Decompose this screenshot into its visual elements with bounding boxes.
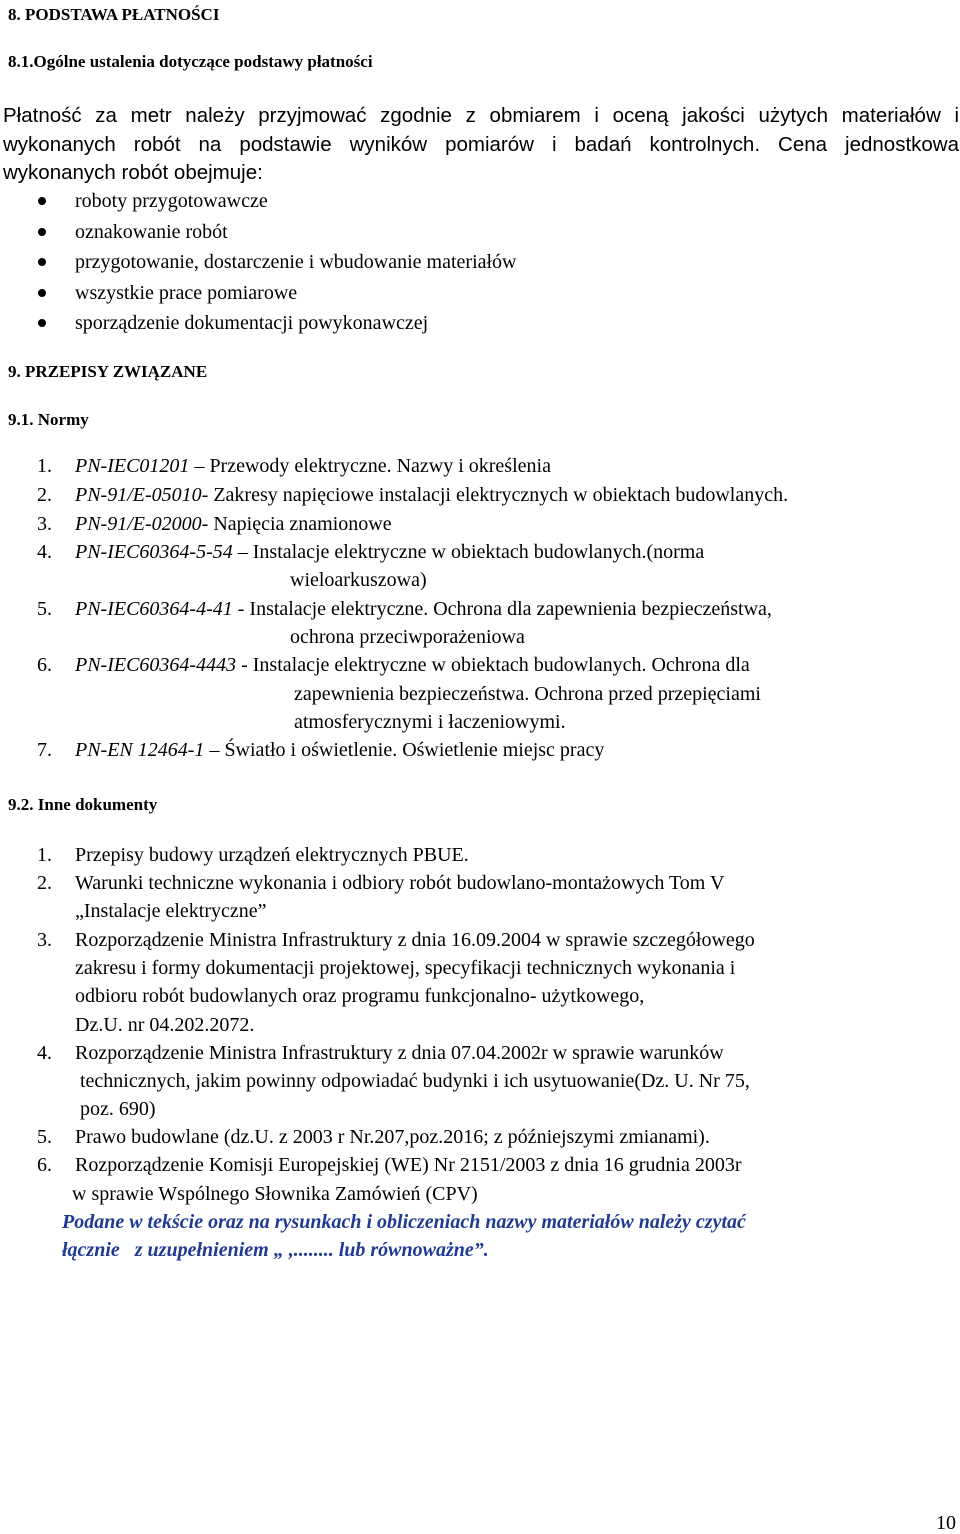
document-text: technicznych, jakim powinny odpowiadać budynki i ich usytuowanie(Dz. U. Nr 75, bbox=[75, 1070, 750, 1092]
section-9-2-heading: 9.2. Inne dokumenty bbox=[8, 795, 158, 814]
list-number: 3. bbox=[37, 929, 52, 951]
norm-text bbox=[75, 654, 750, 677]
document-text: Rozporządzenie Ministra Infrastruktury z dnia 07.04.2002r w sprawie warunków bbox=[75, 1042, 724, 1064]
list-item-text: sporządzenie dokumentacji powykonawczej bbox=[75, 312, 429, 335]
payment-paragraph bbox=[3, 102, 959, 188]
norm-title: - Instalacje elektryczne w obiektach budowlanych. Ochrona dla bbox=[236, 654, 750, 676]
norm-title: - Napięcia znamionowe bbox=[201, 513, 392, 535]
norm-text bbox=[75, 513, 392, 536]
note-line: Podane w tekście oraz na rysunkach i obliczeniach nazwy materiałów należy czytać bbox=[62, 1211, 746, 1233]
norm-code: PN-91/E-05010 bbox=[75, 484, 202, 506]
norm-text bbox=[75, 739, 604, 762]
document-text: zakresu i formy dokumentacji projektowej, specyfikacji technicznych wykonania i bbox=[75, 957, 736, 979]
bullet-icon bbox=[38, 258, 46, 266]
bullet-icon bbox=[38, 197, 46, 205]
document-text: Dz.U. nr 04.202.2072. bbox=[75, 1014, 255, 1036]
paragraph-line: wykonanych robót na podstawie wyników pomiarów i badań kontrolnych. Cena jednostkowa bbox=[3, 132, 959, 156]
norm-continuation: wieloarkuszowa) bbox=[290, 569, 427, 591]
materials-note bbox=[62, 1208, 746, 1237]
list-number: 1. bbox=[37, 844, 52, 866]
section-8-1-heading: 8.1.Ogólne ustalenia dotyczące podstawy płatności bbox=[8, 52, 373, 71]
document-text: Rozporządzenie Komisji Europejskiej (WE) Nr 2151/2003 z dnia 16 grudnia 2003r bbox=[75, 1154, 742, 1176]
page-number: 10 bbox=[936, 1512, 956, 1534]
norm-code: PN-EN 12464-1 bbox=[75, 739, 205, 761]
list-number: 3. bbox=[37, 513, 52, 535]
list-number: 1. bbox=[37, 455, 52, 477]
norm-text bbox=[75, 598, 772, 621]
section-9-1-heading: 9.1. Normy bbox=[8, 410, 89, 429]
norm-title: - Zakresy napięciowe instalacji elektrycznych w obiektach budowlanych. bbox=[201, 484, 789, 506]
norm-code: PN-IEC60364-5-54 bbox=[75, 541, 233, 563]
norm-title: – Instalacje elektryczne w obiektach budowlanych.(norma bbox=[232, 541, 705, 563]
list-number: 2. bbox=[37, 484, 52, 506]
paragraph-line: Płatność za metr należy przyjmować zgodnie z obmiarem i oceną jakości użytych materiałów i bbox=[3, 104, 959, 127]
list-item-text: wszystkie prace pomiarowe bbox=[75, 281, 298, 304]
paragraph-line: wykonanych robót obejmuje: bbox=[3, 161, 263, 184]
list-number: 4. bbox=[37, 1042, 52, 1064]
document-text: poz. 690) bbox=[75, 1098, 156, 1120]
list-number: 6. bbox=[37, 1154, 52, 1176]
list-number: 5. bbox=[37, 598, 52, 620]
document-text: Prawo budowlane (dz.U. z 2003 r Nr.207,poz.2016; z późniejszymi zmianami). bbox=[75, 1126, 710, 1148]
norm-text bbox=[75, 541, 704, 564]
list-item bbox=[0, 308, 960, 339]
document-text: Rozporządzenie Ministra Infrastruktury z dnia 16.09.2004 w sprawie szczegółowego bbox=[75, 929, 755, 951]
note-line: łącznie z uzupełnieniem „ ,........ lub równoważne”. bbox=[62, 1239, 489, 1261]
document-text: Warunki techniczne wykonania i odbiory robót budowlano-montażowych Tom V bbox=[75, 872, 725, 894]
price-includes-list bbox=[0, 186, 960, 339]
list-number: 5. bbox=[37, 1126, 52, 1148]
norm-code: PN-IEC60364-4443 bbox=[75, 654, 237, 676]
list-item bbox=[0, 278, 960, 309]
list-item bbox=[0, 217, 960, 248]
norm-text bbox=[75, 484, 788, 507]
norm-code: PN-IEC01201 bbox=[75, 455, 190, 477]
list-number: 6. bbox=[37, 654, 52, 676]
list-item bbox=[0, 247, 960, 278]
list-number: 4. bbox=[37, 541, 52, 563]
section-9-heading: 9. PRZEPISY ZWIĄZANE bbox=[8, 362, 208, 381]
list-item bbox=[0, 186, 960, 217]
bullet-icon bbox=[38, 228, 46, 236]
list-number: 7. bbox=[37, 739, 52, 761]
bullet-icon bbox=[38, 289, 46, 297]
norm-continuation: atmosferycznymi i łaczeniowymi. bbox=[294, 711, 566, 733]
norm-title: – Przewody elektryczne. Nazwy i określenia bbox=[189, 455, 551, 477]
document-text: w sprawie Wspólnego Słownika Zamówień (CPV) bbox=[72, 1183, 478, 1205]
list-number: 2. bbox=[37, 872, 52, 894]
document-text: Przepisy budowy urządzeń elektrycznych PBUE. bbox=[75, 844, 469, 866]
list-item-text: roboty przygotowawcze bbox=[75, 190, 268, 212]
document-text: odbioru robót budowlanych oraz programu funkcjonalno- użytkowego, bbox=[75, 985, 645, 1007]
list-item-text: oznakowanie robót bbox=[75, 220, 228, 243]
norm-text bbox=[75, 455, 551, 478]
document-text: „Instalacje elektryczne” bbox=[75, 900, 267, 922]
materials-note-line-2 bbox=[62, 1236, 489, 1265]
list-item-text: przygotowanie, dostarczenie i wbudowanie materiałów bbox=[75, 251, 517, 274]
bullet-icon bbox=[38, 319, 46, 327]
norm-continuation: zapewnienia bezpieczeństwa. Ochrona przed przepięciami bbox=[294, 683, 761, 705]
norm-code: PN-91/E-02000 bbox=[75, 513, 202, 535]
norm-title: - Instalacje elektryczne. Ochrona dla zapewnienia bezpieczeństwa, bbox=[232, 598, 772, 620]
norm-code: PN-IEC60364-4-41 bbox=[75, 598, 233, 620]
norm-continuation: ochrona przeciwporażeniowa bbox=[290, 626, 525, 648]
norm-title: – Światło i oświetlenie. Oświetlenie miejsc pracy bbox=[204, 739, 605, 761]
section-8-heading: 8. PODSTAWA PŁATNOŚCI bbox=[8, 5, 220, 24]
